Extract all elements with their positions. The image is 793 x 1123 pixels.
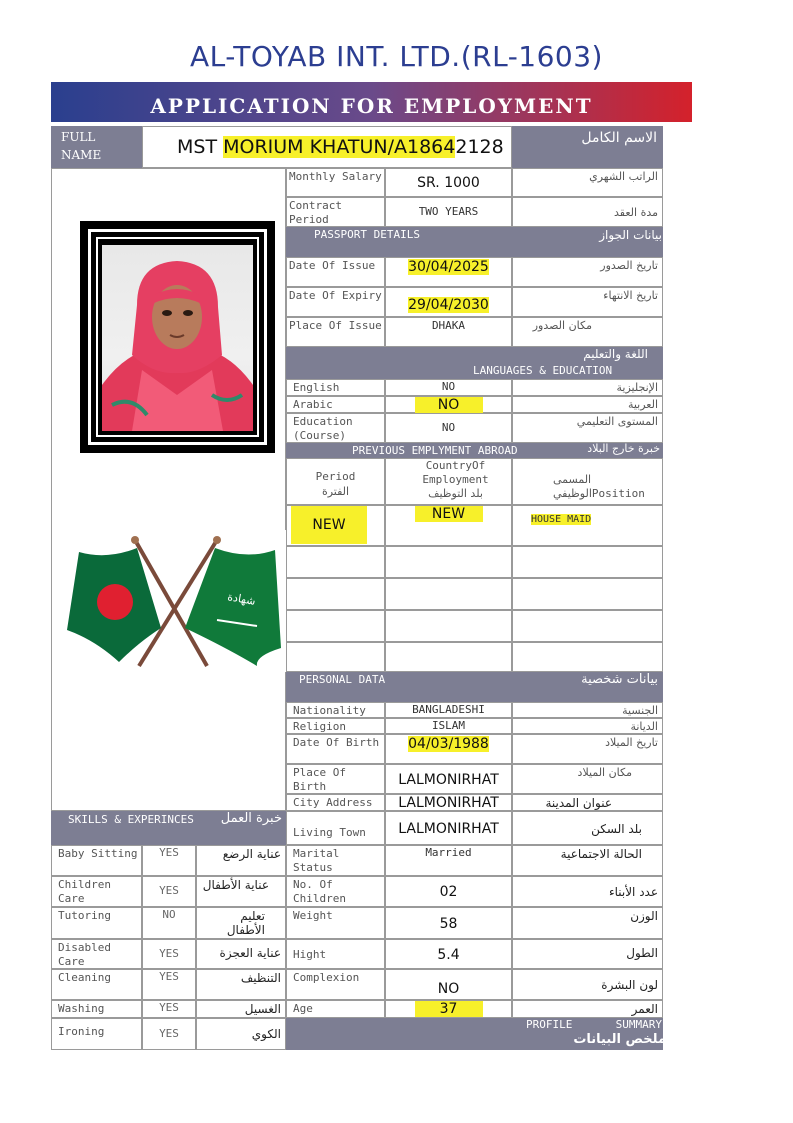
skill-cleaning-label: Cleaning: [51, 969, 142, 1000]
skill-cleaning-label-ar: التنظيف: [196, 969, 286, 1000]
nationality-label: Nationality: [286, 702, 385, 718]
employment-empty-row: [286, 642, 385, 672]
weight-label-ar: الوزن: [512, 907, 663, 939]
weight-value: 58: [385, 907, 512, 939]
skill-children-care-label-ar: عناية الأطفال: [196, 876, 286, 907]
dob-text: 04/03/1988: [408, 736, 489, 752]
employment-empty-row: [286, 546, 385, 578]
skill-baby-sitting-label-ar: عناية الرضع: [196, 845, 286, 876]
personal-header-ar: بيانات شخصية: [581, 672, 658, 687]
weight-label: Weight: [286, 907, 385, 939]
religion-value: ISLAM: [385, 718, 512, 734]
languages-header-ar: اللغة والتعليم: [583, 347, 648, 361]
skill-baby-sitting-value: YES: [142, 845, 196, 876]
nationality-label-ar: الجنسية: [512, 702, 663, 718]
employment-header-ar: خبرة خارج البلاد: [587, 442, 660, 455]
english-label-ar: الإنجليزية: [512, 379, 663, 396]
complexion-value: NO: [385, 969, 512, 1000]
full-name-highlight: MORIUM KHATUN/A1864: [223, 136, 456, 158]
employment-country-value: NEW: [415, 506, 483, 522]
children-count-value: 02: [385, 876, 512, 907]
city-address-label: City Address: [286, 794, 385, 811]
svg-text:شهادة: شهادة: [226, 590, 257, 608]
issue-date-label-ar: تاريخ الصدور: [512, 257, 663, 287]
employment-period-value: NEW: [291, 506, 367, 544]
profile-summary-label-ar: ملخص البيانات: [573, 1032, 666, 1047]
employment-empty-row: [286, 578, 385, 610]
col-position-label-ar: المسمى الوظيفي: [553, 473, 592, 500]
company-name: AL-TOYAB INT. LTD.(RL-1603): [190, 40, 603, 73]
employment-country-cell: [385, 505, 512, 546]
arabic-label: Arabic: [286, 396, 385, 413]
dob-label-ar: تاريخ الميلاد: [512, 734, 663, 764]
living-town-value: LALMONIRHAT: [385, 811, 512, 845]
employment-empty-row: [385, 610, 512, 642]
marital-status-label: Marital Status: [286, 845, 385, 876]
religion-label-ar: الديانة: [512, 718, 663, 734]
employment-empty-row: [512, 578, 663, 610]
arabic-value: [385, 396, 512, 413]
complexion-label-ar: لون البشرة: [512, 969, 663, 1000]
english-value: NO: [385, 379, 512, 396]
col-country-label: CountryOf Employment: [422, 459, 489, 486]
issue-place-value: DHAKA: [385, 317, 512, 347]
skill-disabled-care-label: Disabled Care: [51, 939, 142, 969]
profile-summary-label: PROFILE SUMMARY: [526, 1018, 662, 1031]
age-label: Age: [286, 1000, 385, 1018]
skill-washing-value: YES: [142, 1000, 196, 1018]
education-value: NO: [385, 413, 512, 443]
applicant-photo-frame: [80, 221, 275, 453]
dob-value: [385, 734, 512, 764]
complexion-label: Complexion: [286, 969, 385, 1000]
age-value: [385, 1000, 512, 1018]
religion-label: Religion: [286, 718, 385, 734]
form-title: APPLICATION FOR EMPLOYMENT: [51, 82, 692, 122]
skill-baby-sitting-label: Baby Sitting: [51, 845, 142, 876]
passport-header: PASSPORT DETAILS: [314, 228, 420, 241]
col-position-label: Position: [591, 487, 645, 500]
applicant-photo: [102, 245, 253, 431]
expiry-date-value: [385, 287, 512, 317]
issue-date-text: 30/04/2025: [408, 259, 489, 275]
marital-status-value: Married: [385, 845, 512, 876]
skill-disabled-care-value: YES: [142, 939, 196, 969]
employment-empty-row: [385, 642, 512, 672]
dob-label: Date Of Birth: [286, 734, 385, 764]
employment-empty-row: [385, 546, 512, 578]
children-count-label: No. Of Children: [286, 876, 385, 907]
nationality-value: BANGLADESHI: [385, 702, 512, 718]
skill-tutoring-label-ar: تعليم الأطفال: [196, 907, 286, 939]
contract-period-label-ar: مدة العقد: [512, 197, 663, 227]
col-country-label-ar: بلد التوظيف: [428, 487, 483, 500]
living-town-label: Living Town: [286, 811, 385, 845]
city-address-label-ar: عنوان المدينة: [512, 794, 663, 811]
height-label-ar: الطول: [512, 939, 663, 969]
skill-ironing-value: YES: [142, 1018, 196, 1050]
age-text: 37: [415, 1001, 483, 1017]
skill-disabled-care-label-ar: عناية العجزة: [196, 939, 286, 969]
languages-header: LANGUAGES & EDUCATION: [473, 364, 613, 377]
employment-empty-row: [512, 642, 663, 672]
personal-header: PERSONAL DATA: [299, 673, 386, 686]
employment-position-cell: [512, 505, 663, 546]
contract-period-value: TWO YEARS: [385, 197, 512, 227]
skill-washing-label-ar: الغسيل: [196, 1000, 286, 1018]
city-address-value: LALMONIRHAT: [385, 794, 512, 811]
employment-position-value: HOUSE MAID: [531, 514, 592, 525]
skill-tutoring-value: NO: [142, 907, 196, 939]
full-name-prefix: MST: [177, 136, 224, 158]
issue-place-label: Place Of Issue: [286, 317, 385, 347]
education-label: Education (Course): [286, 413, 385, 443]
issue-place-label-ar: مكان الصدور: [512, 317, 663, 347]
col-period-label-ar: الفترة: [321, 485, 350, 498]
full-name-label: FULL NAME: [51, 126, 142, 168]
expiry-date-text: 29/04/2030: [408, 297, 489, 313]
full-name-suffix: 2128: [455, 136, 504, 158]
full-name-value: [142, 126, 512, 168]
employment-empty-row: [385, 578, 512, 610]
arabic-label-ar: العربية: [512, 396, 663, 413]
skill-washing-label: Washing: [51, 1000, 142, 1018]
children-count-label-ar: عدد الأبناء: [512, 876, 663, 907]
skill-ironing-label-ar: الكوي: [196, 1018, 286, 1050]
contract-period-label: Contract Period: [286, 197, 385, 227]
skill-cleaning-value: YES: [142, 969, 196, 1000]
salary-value: SR. 1000: [385, 168, 512, 197]
skill-children-care-value: YES: [142, 876, 196, 907]
english-label: English: [286, 379, 385, 396]
bangladesh-saudi-flags-image: [57, 530, 286, 672]
skill-ironing-label: Ironing: [51, 1018, 142, 1050]
col-period: [286, 458, 385, 505]
salary-label: Monthly Salary: [286, 168, 385, 197]
issue-date-value: [385, 257, 512, 287]
skill-tutoring-label: Tutoring: [51, 907, 142, 939]
col-position: [512, 458, 663, 505]
skills-header-ar: خبرة العمل: [220, 811, 282, 826]
birth-place-label-ar: مكان الميلاد: [512, 764, 663, 794]
expiry-date-label-ar: تاريخ الانتهاء: [512, 287, 663, 317]
employment-empty-row: [512, 546, 663, 578]
education-label-ar: المستوى التعليمي: [512, 413, 663, 443]
skill-children-care-label: Children Care: [51, 876, 142, 907]
birth-place-label: Place Of Birth: [286, 764, 385, 794]
height-label: Hight: [286, 939, 385, 969]
col-period-label: Period: [315, 470, 356, 483]
issue-date-label: Date Of Issue: [286, 257, 385, 287]
skills-header: SKILLS & EXPERINCES: [68, 813, 194, 826]
col-country: [385, 458, 512, 505]
living-town-label-ar: بلد السكن: [512, 811, 663, 845]
birth-place-value: LALMONIRHAT: [385, 764, 512, 794]
height-value: 5.4: [385, 939, 512, 969]
employment-empty-row: [512, 610, 663, 642]
employment-header: PREVIOUS EMPLYMENT ABROAD: [352, 444, 518, 457]
employment-empty-row: [286, 610, 385, 642]
full-name-label-ar: الاسم الكامل: [512, 126, 663, 168]
marital-status-label-ar: الحالة الاجتماعية: [512, 845, 663, 876]
age-label-ar: العمر: [512, 1000, 663, 1018]
arabic-value-text: NO: [415, 397, 483, 413]
salary-label-ar: الراتب الشهري: [512, 168, 663, 197]
expiry-date-label: Date Of Expiry: [286, 287, 385, 317]
passport-header-ar: بيانات الجواز: [599, 228, 662, 242]
